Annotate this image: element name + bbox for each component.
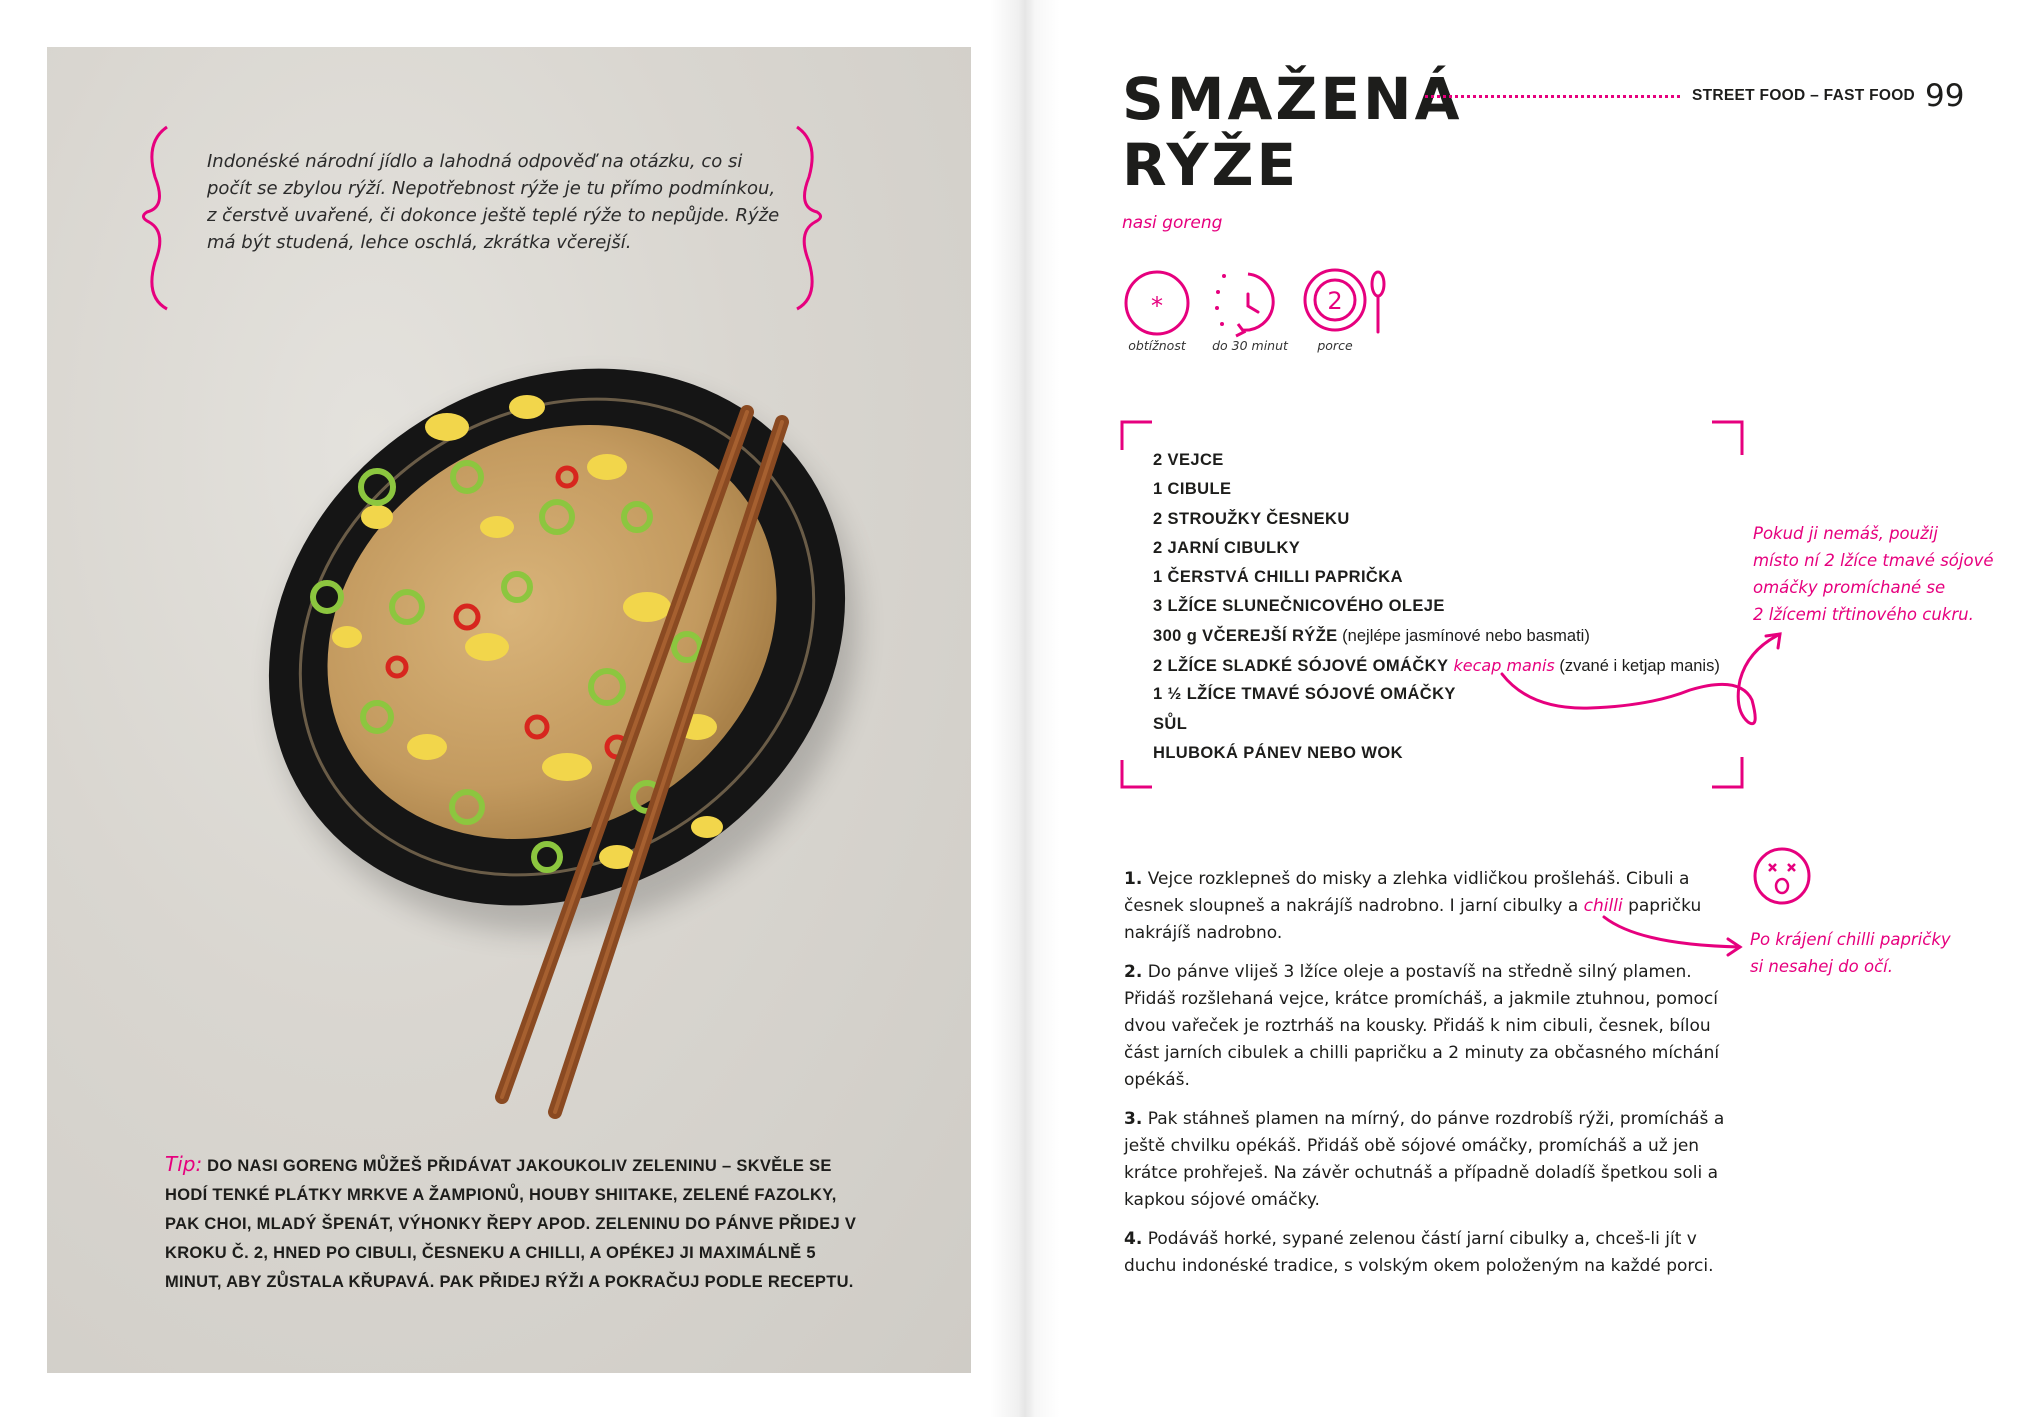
ingredient-item: 2 JARNÍ CIBULKY	[1153, 538, 1301, 557]
left-curly-brace	[143, 127, 167, 309]
ingredient-item: 1 ½ LŽÍCE TMAVÉ SÓJOVÉ OMÁČKY	[1153, 685, 1456, 704]
portions-label: porce	[1317, 338, 1353, 353]
dizzy-face-icon	[1752, 846, 1812, 906]
sauce-substitute-note: Pokud ji nemáš, použij místo ní 2 lžíce tmavé sójové omáčky promíchané se 2 lžícemi třtinového cukru.	[1753, 524, 1994, 624]
page-number: 99	[1925, 78, 1965, 114]
ingredient-item: 2 LŽÍCE SLADKÉ SÓJOVÉ OMÁČKY kecap manis (zvané i ketjap manis)	[1153, 656, 1720, 676]
step-paragraph: 4. Podáváš horké, sypané zelenou částí jarní cibulky a, chceš-li jít v duchu indonéské tradice, s volským okem položeným na každé porci.	[1124, 1229, 1714, 1276]
chilli-warning-note: Po krájení chilli papričky si nesahej do očí.	[1750, 930, 1951, 976]
asterisk-in-circle-icon	[1122, 268, 1192, 338]
ingredient-item: HLUBOKÁ PÁNEV NEBO WOK	[1153, 743, 1403, 762]
tip-label: Tip:	[165, 1152, 203, 1176]
ingredient-accent: kecap manis	[1448, 656, 1555, 676]
ingredient-note: (zvané i ketjap manis)	[1554, 657, 1720, 676]
intro-text: Indonéské národní jídlo a lahodná odpověď na otázku, co si počít se zbylou rýží. Nepotřebnost rýže je tu přímo podmínkou, z čerstvě uvařené, či dokonce ještě teplé rýže to nepůjde. Rýže má být studená, lehce oschlá, zkrátka včerejší.	[207, 151, 780, 253]
time-label: do 30 minut	[1212, 338, 1288, 353]
step-paragraph: 3. Pak stáhneš plamen na mírný, do pánve rozdrobíš rýži, promícháš a ještě chvilku opékáš. Přidáš obě sójové omáčky, promícháš a už jen krátce prohřeješ. Na závěr ochutnáš a případně doladíš špetkou soli a kapkou sójové omáčky.	[1124, 1109, 1725, 1210]
tip-box	[165, 1150, 865, 1297]
title-line-2: RÝŽE	[1122, 131, 1300, 199]
ingredient-item: SŮL	[1153, 714, 1188, 733]
ingredient-item: 2 VEJCE	[1153, 451, 1224, 469]
clock-arrow-icon	[1212, 266, 1286, 340]
ingredient-item: 1 ČERSTVÁ CHILLI PAPRIČKA	[1153, 568, 1403, 587]
recipe-title	[1122, 66, 1462, 198]
step-paragraph: 1. Vejce rozklepneš do misky a zlehka vidličkou prošleháš. Cibuli a česnek sloupneš a nakrájíš nadrobno. I jarní cibulky a chilli papričku nakrájíš nadrobno.	[1124, 869, 1702, 943]
book-gutter-shadow	[990, 0, 1060, 1417]
recipe-subtitle: nasi goreng	[1122, 213, 1223, 233]
method-steps	[1124, 866, 1729, 1292]
ingredient-item: 3 LŽÍCE SLUNEČNICOVÉHO OLEJE	[1153, 597, 1445, 616]
section-label: STREET FOOD – FAST FOOD	[1692, 87, 1916, 104]
plate-spoon-icon	[1302, 266, 1388, 340]
ingredient-note: (nejlépe jasmínové nebo basmati)	[1337, 626, 1590, 645]
curved-arrow-icon	[1490, 630, 1790, 750]
ingredient-item: 300 g VČEREJŠÍ RÝŽE (nejlépe jasmínové nebo basmati)	[1153, 626, 1590, 645]
difficulty-symbol: *	[1151, 292, 1163, 320]
step-paragraph: 2. Do pánve vliješ 3 lžíce oleje a postavíš na středně silný plamen. Přidáš rozšlehaná vejce, krátce promícháš, a jakmile ztuhnou, pomocí dvou vařeček je roztrháš na kousky. Přidáš k nim cibuli, česnek, bílou část jarních cibulek a chilli papričku a 2 minuty za občasného míchání opékáš.	[1124, 962, 1720, 1090]
ingredient-item: 1 CIBULE	[1153, 480, 1232, 499]
title-line-1: SMAŽENÁ	[1122, 65, 1463, 133]
portions-value: 2	[1327, 287, 1343, 315]
dotted-leader	[1425, 95, 1680, 98]
right-curly-brace	[797, 127, 821, 309]
tip-text: DO NASI GORENG MŮŽEŠ PŘIDÁVAT JAKOUKOLIV ZELENINU – SKVĚLE SE HODÍ TENKÉ PLÁTKY MRKVE A ŽAMPIONŮ, HOUBY SHIITAKE, ZELENÉ FAZOLKY, PAK CHOI, MLADÝ ŠPENÁT, VÝHONKY ŘEPY APOD. ZELENINU DO PÁNVE PŘIDEJ V KROKU Č. 2, HNED PO CIBULI, ČESNEKU A CHILLI, A OPÉKEJ JI MAXIMÁLNĚ 5 MINUT, ABY ZŮSTALA KŘUPAVÁ. PAK PŘIDEJ RÝŽI A POKRAČUJ PODLE RECEPTU.	[165, 1157, 857, 1291]
difficulty-label: obtížnost	[1128, 338, 1186, 353]
ingredient-item: 2 STROUŽKY ČESNEKU	[1153, 509, 1350, 528]
